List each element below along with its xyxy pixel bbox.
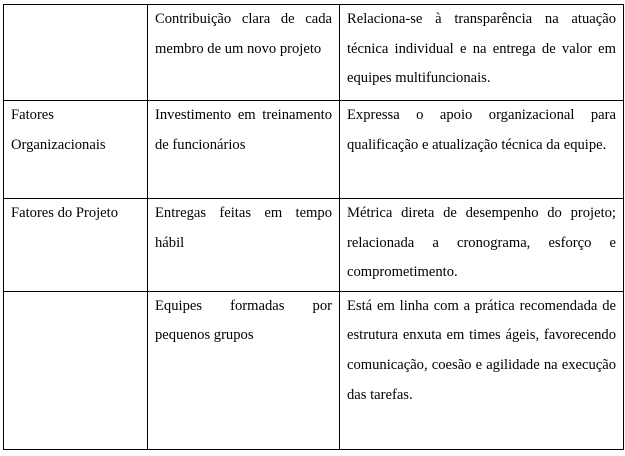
description-cell: Expressa o apoio organizacional para qualificação e atualização técnica da equipe.	[340, 101, 624, 199]
table-row	[4, 101, 624, 199]
factor-cell	[4, 291, 148, 449]
factor-cell: Fatores Organizacionais	[4, 101, 148, 199]
indicator-cell: Entregas feitas em tempo hábil	[148, 199, 340, 292]
description-cell: Métrica direta de desempenho do projeto; relacionada a cronograma, esforço e comprometimento.	[340, 199, 624, 292]
factor-cell	[4, 5, 148, 101]
indicator-cell: Contribuição clara de cada membro de um novo projeto	[148, 5, 340, 101]
description-cell: Está em linha com a prática recomendada de estrutura enxuta em times ágeis, favorecendo comunicação, coesão e agilidade na execução das tarefas.	[340, 291, 624, 449]
table-row	[4, 291, 624, 449]
description-cell: Relaciona-se à transparência na atuação técnica individual e na entrega de valor em equipes multifuncionais.	[340, 5, 624, 101]
factors-table	[3, 4, 624, 450]
indicator-cell: Equipes formadas por pequenos grupos	[148, 291, 340, 449]
factor-cell: Fatores do Projeto	[4, 199, 148, 292]
table-row	[4, 199, 624, 292]
table-row	[4, 5, 624, 101]
indicator-cell: Investimento em treinamento de funcionários	[148, 101, 340, 199]
